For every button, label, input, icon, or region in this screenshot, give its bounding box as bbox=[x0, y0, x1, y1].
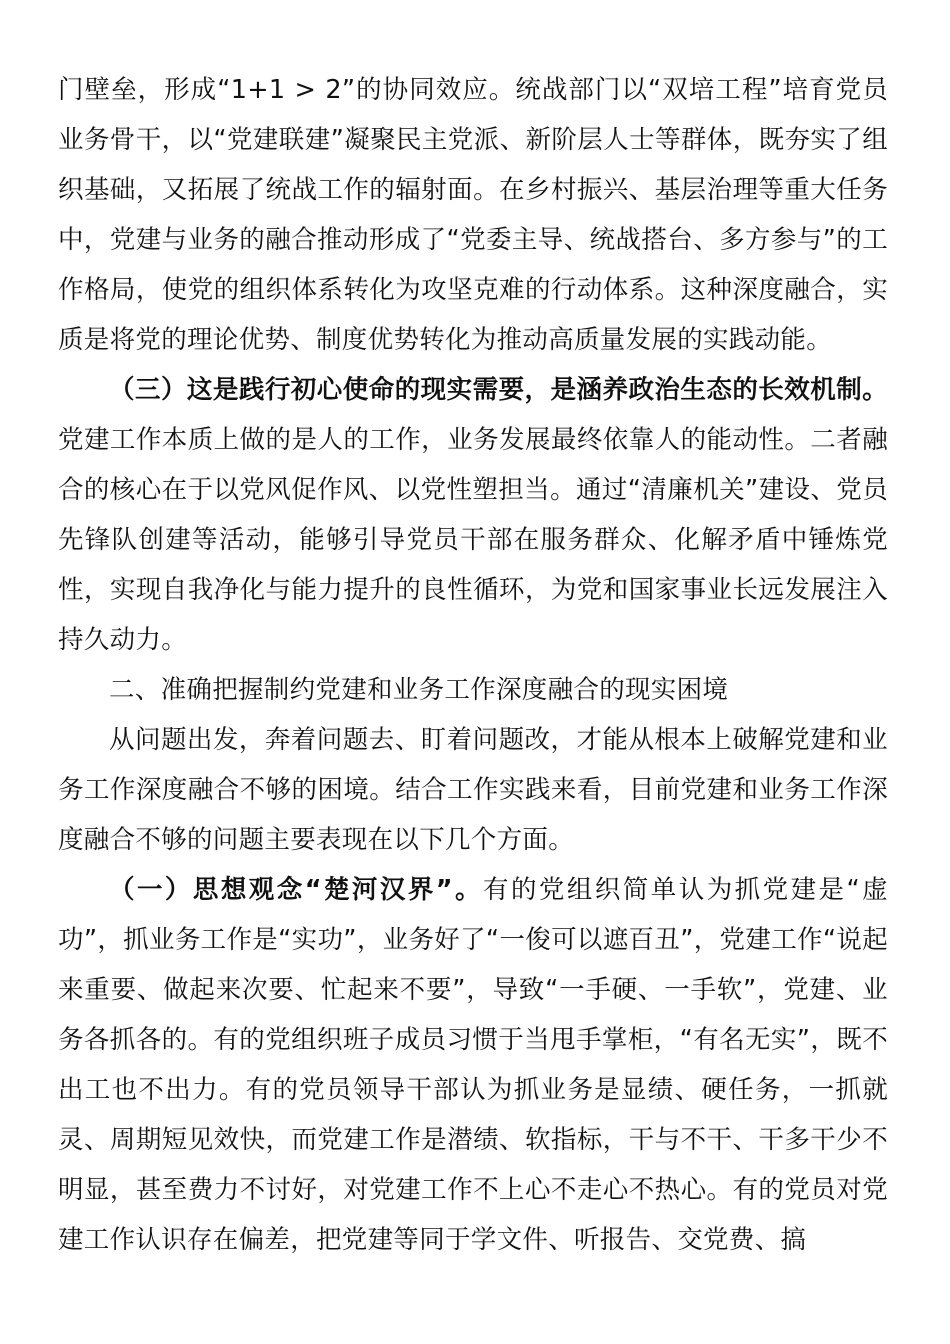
paragraph-section-one bbox=[58, 865, 888, 1265]
paragraph-text: 门壁垒，形成“1+1 > 2”的协同效应。统战部门以“双培工程”培育党员业务骨干，以“党建联建”凝聚民主党派、新阶层人士等群体，既夯实了组织基础，又拓展了统战工作的辐射面。在乡村振兴、基层治理等重大任务中，党建与业务的融合推动形成了“党委主导、统战搭台、多方参与”的工作格局，使党的组织体系转化为攻坚克难的行动体系。这种深度融合，实质是将党的理论优势、制度优势转化为推动高质量发展的实践动能。 bbox=[58, 75, 888, 355]
paragraph-body bbox=[58, 865, 888, 1265]
section-heading: （一）思想观念“楚河汉界”。 bbox=[109, 875, 483, 905]
paragraph-text: 有的党组织简单认为抓党建是“虚功”，抓业务工作是“实功”，业务好了“一俊可以遮百丑”，党建工作“说起来重要、做起来次要、忙起来不要”，导致“一手硬、一手软”，党建、业务各抓各的。有的党组织班子成员习惯于当甩手掌柜，“有名无实”，既不出工也不出力。有的党员领导干部认为抓业务是显绩、硬任务，一抓就灵、周期短见效快，而党建工作是潜绩、软指标，干与不干、干多干少不明显，甚至费力不讨好，对党建工作不上心不走心不热心。有的党员对党建工作认识存在偏差，把党建等同于学文件、听报告、交党费、搞 bbox=[58, 875, 888, 1255]
chapter-heading-text: 二、准确把握制约党建和业务工作深度融合的现实困境 bbox=[109, 675, 729, 705]
paragraph-intro bbox=[58, 715, 888, 865]
paragraph-text: 从问题出发，奔着问题去、盯着问题改，才能从根本上破解党建和业务工作深度融合不够的困境。结合工作实践来看，目前党建和业务工作深度融合不够的问题主要表现在以下几个方面。 bbox=[58, 725, 888, 855]
paragraph-text: 党建工作本质上做的是人的工作，业务发展最终依靠人的能动性。二者融合的核心在于以党风促作风、以党性塑担当。通过“清廉机关”建设、党员先锋队创建等活动，能够引导党员干部在服务群众、化解矛盾中锤炼党性，实现自我净化与能力提升的良性循环，为党和国家事业长远发展注入持久动力。 bbox=[58, 425, 888, 655]
paragraph-continued bbox=[58, 65, 888, 365]
paragraph-body bbox=[58, 365, 888, 665]
section-heading: （三）这是践行初心使命的现实需要，是涵养政治生态的长效机制。 bbox=[109, 375, 888, 405]
paragraph-section-three bbox=[58, 365, 888, 665]
chapter-heading bbox=[58, 665, 888, 715]
